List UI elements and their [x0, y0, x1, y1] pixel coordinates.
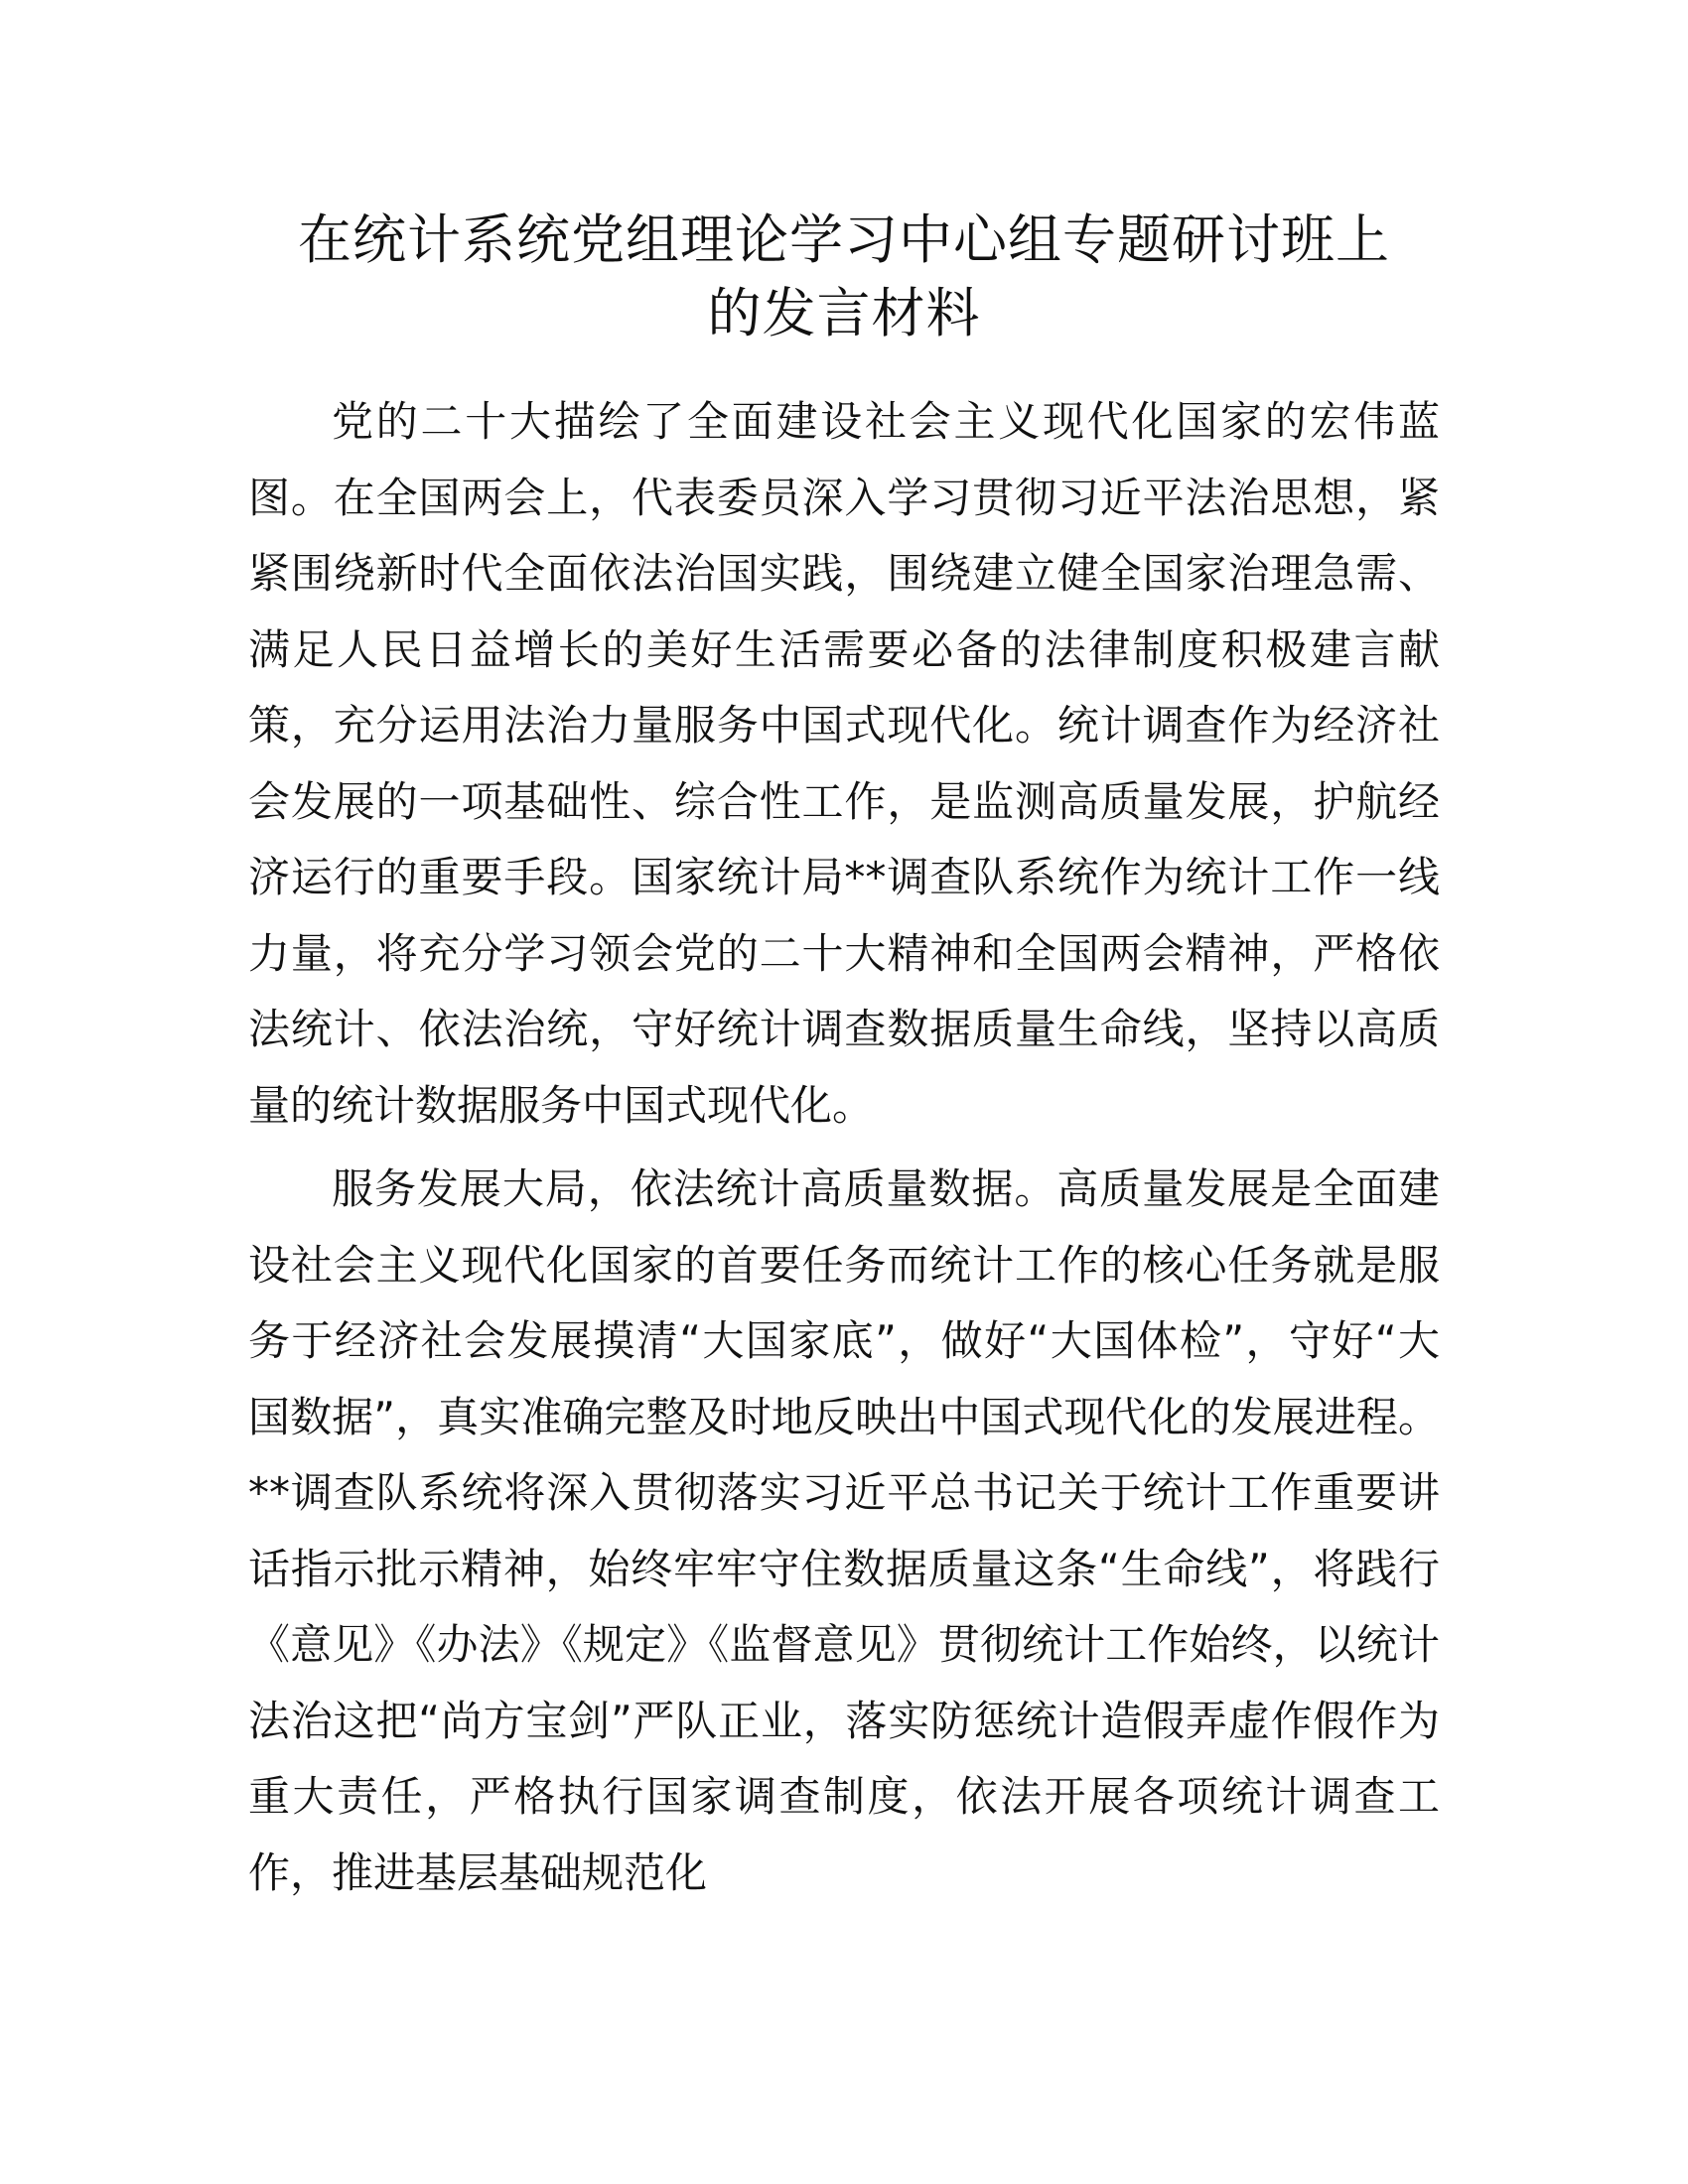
paragraph-2: 服务发展大局，依法统计高质量数据。高质量发展是全面建设社会主义现代化国家的首要任务而统计工作的核心任务就是服务于经济社会发展摸清“大国家底”，做好“大国体检”，守好“大国数据”，真实准确完整及时地反映出中国式现代化的发展进程。**调查队系统将深入贯彻落实习近平总书记关于统计工作重要讲话指示批示精神，始终牢牢守住数据质量这条“生命线”，将践行《意见》《办法》《规定》《监督意见》贯彻统计工作始终，以统计法治这把“尚方宝剑”严队正业，落实防惩统计造假弄虚作假作为重大责任，严格执行国家调查制度，依法开展各项统计调查工作，推进基层基础规范化 — [248, 1164, 1440, 1897]
document-title — [248, 204, 1440, 350]
document-title-line-2: 的发言材料 — [707, 282, 981, 344]
paragraph-1: 党的二十大描绘了全面建设社会主义现代化国家的宏伟蓝图。在全国两会上，代表委员深入学习贯彻习近平法治思想，紧紧围绕新时代全面依法治国实践，围绕建立健全国家治理急需、满足人民日益增长的美好生活需要必备的法律制度积极建言献策，充分运用法治力量服务中国式现代化。统计调查作为经济社会发展的一项基础性、综合性工作，是监测高质量发展，护航经济运行的重要手段。国家统计局**调查队系统作为统计工作一线力量，将充分学习领会党的二十大精神和全国两会精神，严格依法统计、依法治统，守好统计调查数据质量生命线，坚持以高质量的统计数据服务中国式现代化。 — [248, 397, 1440, 1130]
document-title-line-1: 在统计系统党组理论学习中心组专题研讨班上 — [298, 208, 1390, 271]
